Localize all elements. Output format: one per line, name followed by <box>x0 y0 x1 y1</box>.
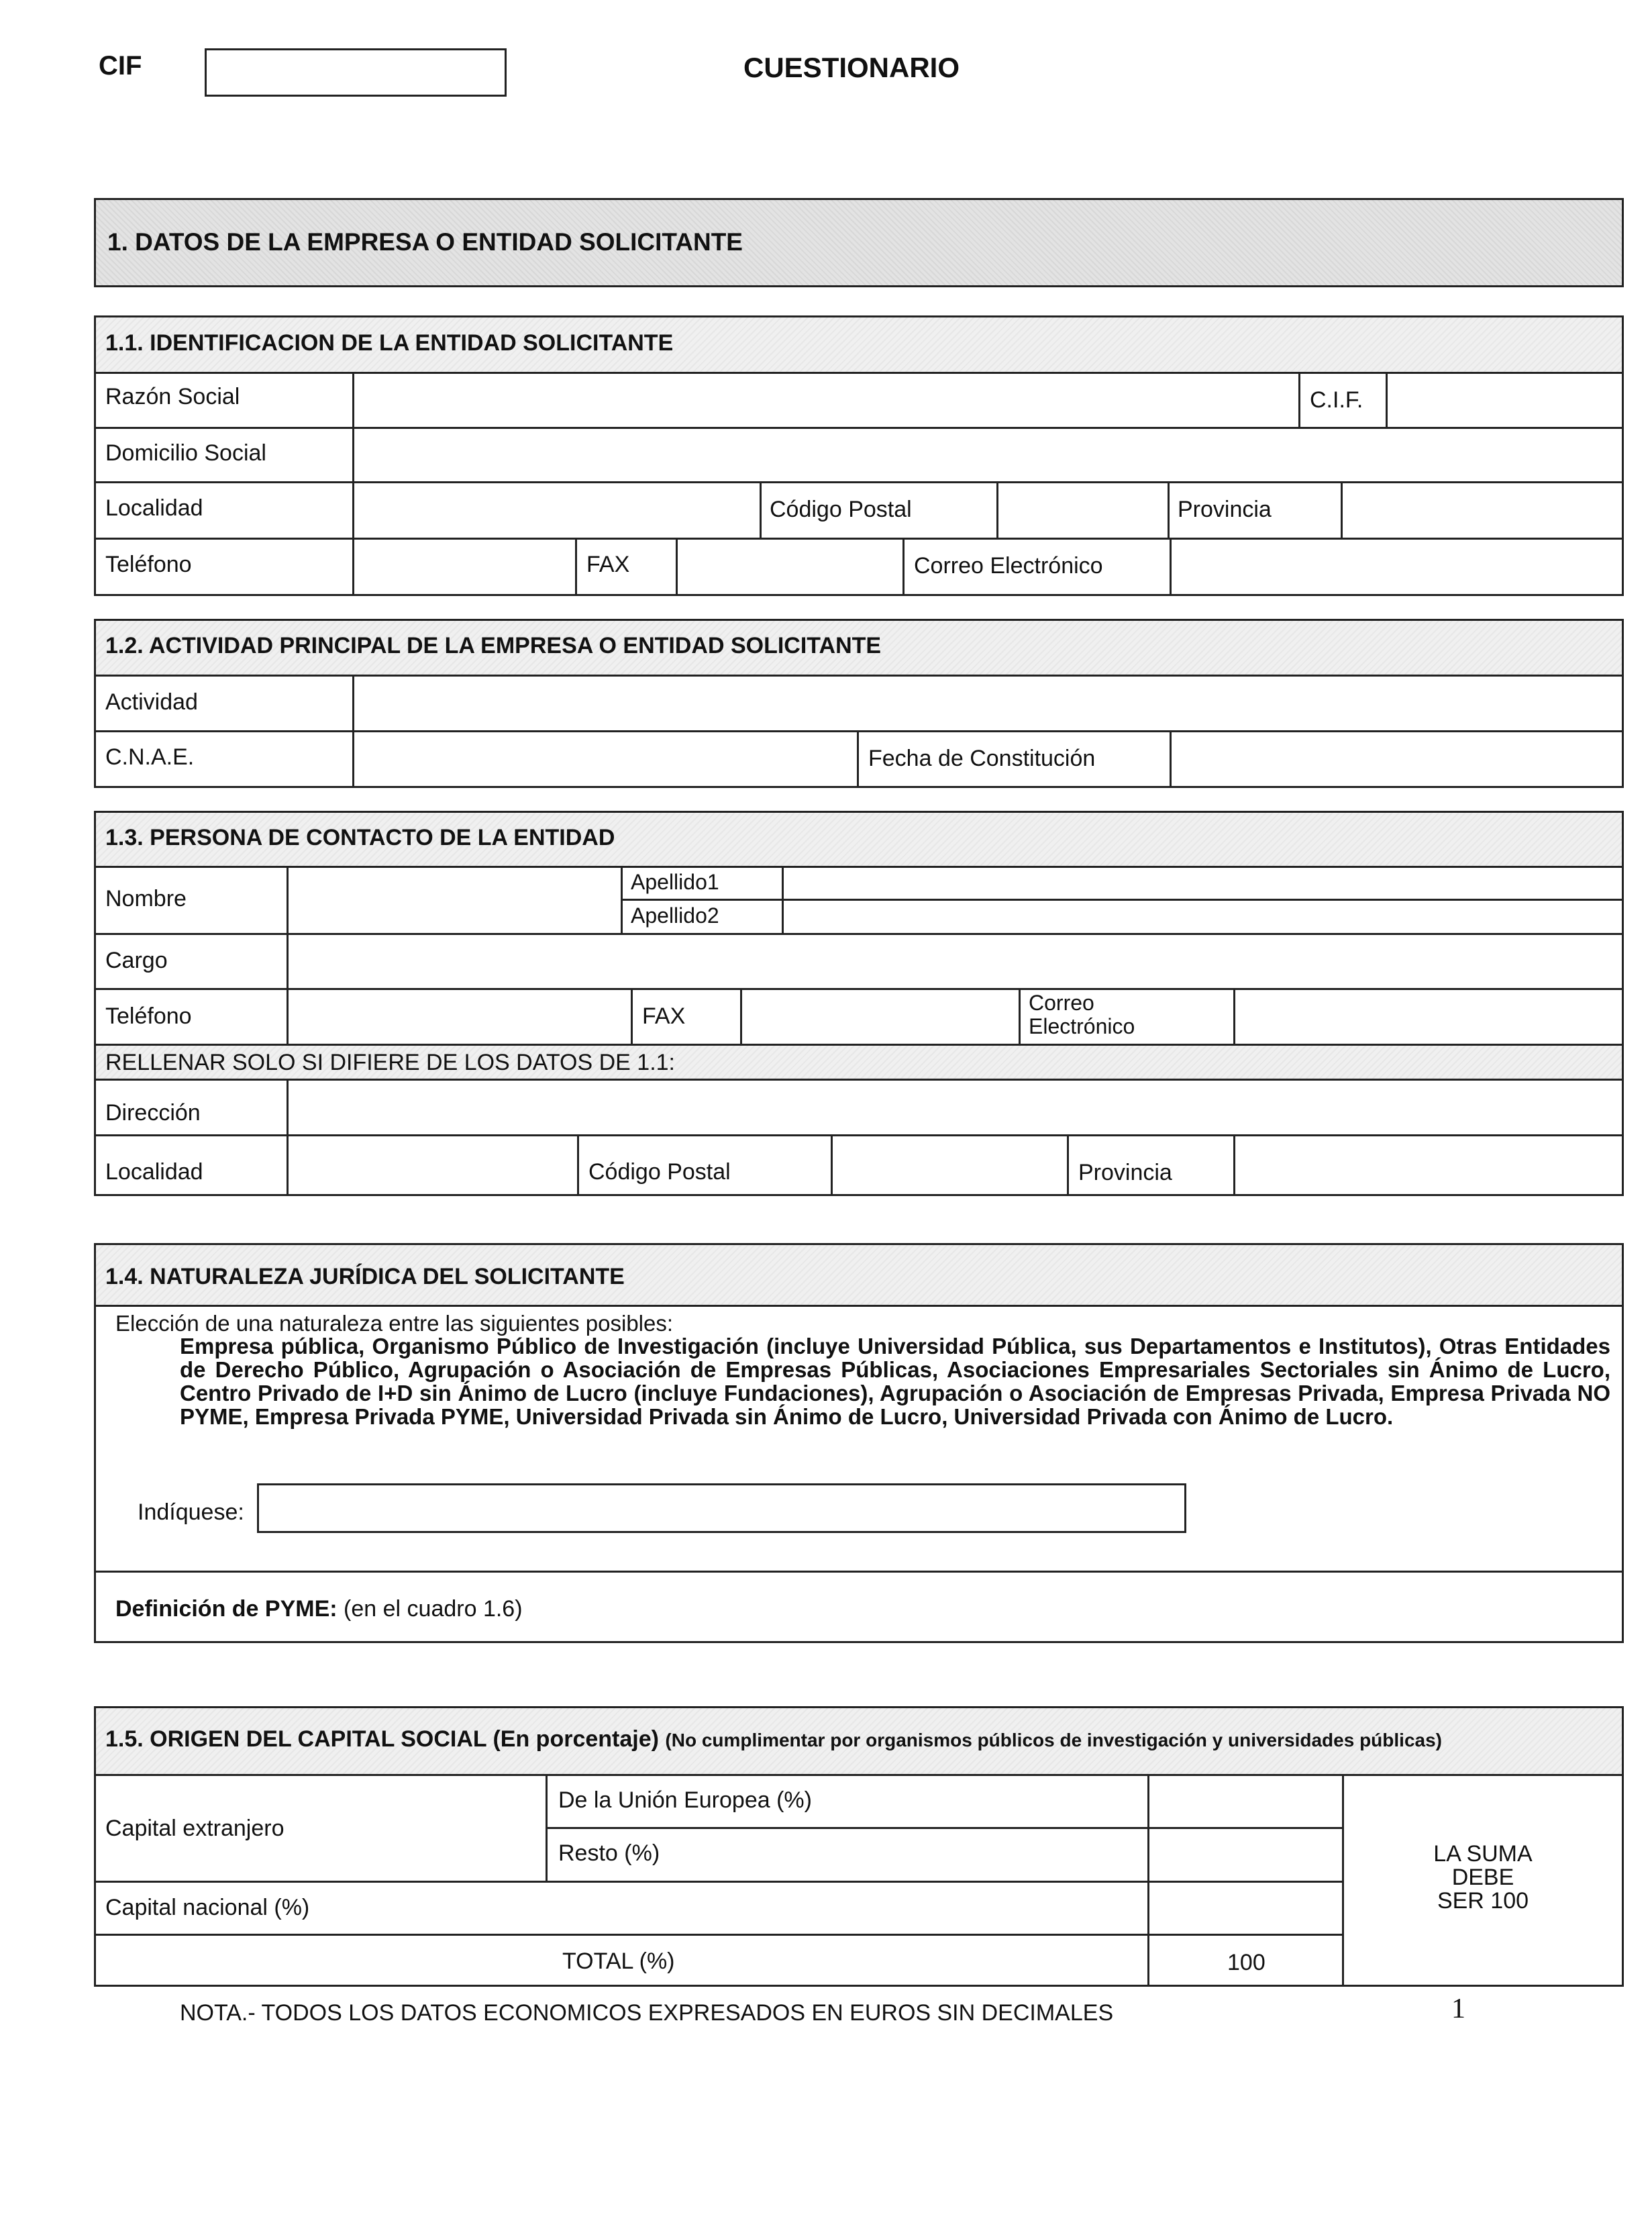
contacto-telefono-label: Teléfono <box>105 1003 192 1029</box>
suma-note-line1: LA SUMA <box>1433 1841 1533 1867</box>
resto-field[interactable] <box>1151 1830 1339 1879</box>
contacto-correo-field[interactable] <box>1237 991 1620 1041</box>
fax-label: FAX <box>586 552 630 577</box>
suma-note <box>1344 1842 1622 1913</box>
total-value: 100 <box>1227 1950 1266 1975</box>
apellido1-field[interactable] <box>785 869 1620 897</box>
razon-social-label: Razón Social <box>105 384 240 409</box>
pyme-definition <box>115 1597 523 1620</box>
naturaleza-intro: Elección de una naturaleza entre las siguientes posibles: <box>115 1311 674 1336</box>
actividad-label: Actividad <box>105 689 198 715</box>
cif-label: CIF <box>99 51 142 81</box>
pyme-definition-ref: (en el cuadro 1.6) <box>337 1596 523 1622</box>
cif-field[interactable] <box>1389 375 1620 424</box>
contacto-localidad-field[interactable] <box>290 1137 574 1193</box>
nombre-field[interactable] <box>290 869 618 930</box>
codigo-postal-label: Código Postal <box>770 497 912 522</box>
telefono-label: Teléfono <box>105 552 192 577</box>
union-europea-label: De la Unión Europea (%) <box>558 1787 812 1813</box>
contacto-provincia-label: Provincia <box>1078 1160 1172 1185</box>
cargo-label: Cargo <box>105 948 168 973</box>
apellido2-field[interactable] <box>785 902 1620 931</box>
indiquese-label: Indíquese: <box>138 1499 244 1525</box>
localidad-label: Localidad <box>105 495 203 521</box>
contacto-codigo-postal-label: Código Postal <box>588 1159 731 1185</box>
contacto-fax-label: FAX <box>642 1003 686 1029</box>
union-europea-field[interactable] <box>1151 1777 1339 1825</box>
page-number: 1 <box>1451 1993 1465 2024</box>
section-1-3-title: 1.3. PERSONA DE CONTACTO DE LA ENTIDAD <box>105 825 615 850</box>
capital-nacional-field[interactable] <box>1151 1883 1339 1932</box>
direccion-label: Dirección <box>105 1100 201 1126</box>
capital-extranjero-label: Capital extranjero <box>105 1816 285 1841</box>
section-1-5-title <box>105 1728 1442 1750</box>
section-1-2-title: 1.2. ACTIVIDAD PRINCIPAL DE LA EMPRESA O ENTIDAD SOLICITANTE <box>105 633 882 658</box>
suma-note-line3: SER 100 <box>1437 1888 1529 1914</box>
telefono-field[interactable] <box>356 540 572 593</box>
page-title: CUESTIONARIO <box>743 52 960 83</box>
naturaleza-options: Empresa pública, Organismo Público de Investigación (incluye Universidad Pública, sus Departamentos e Institutos), Otras Entidades de Derecho Público, Agrupación o Asociación de Empresas Públicas, Asociaciones Empresariales Sectoriales sin Ánimo de Lucro, Centro Privado de I+D sin Ánimo de Lucro (incluye Fundaciones), Agrupación o Asociación de Empresas Privada, Empresa Privada NO PYME, Empresa Privada PYME, Universidad Privada sin Ánimo de Lucro, Universidad Privada con Ánimo de Lucro. <box>180 1334 1610 1429</box>
contacto-codigo-postal-field[interactable] <box>834 1137 1064 1193</box>
contacto-telefono-field[interactable] <box>290 991 628 1041</box>
section-1-5-subtitle: (No cumplimentar por organismos públicos de investigación y universidades públicas) <box>665 1730 1442 1750</box>
indiquese-input[interactable] <box>257 1483 1186 1533</box>
section-1-4-title: 1.4. NATURALEZA JURÍDICA DEL SOLICITANTE <box>105 1264 625 1289</box>
cnae-label: C.N.A.E. <box>105 744 195 770</box>
total-label: TOTAL (%) <box>562 1948 675 1974</box>
provincia-label: Provincia <box>1178 497 1272 522</box>
capital-nacional-label: Capital nacional (%) <box>105 1895 310 1920</box>
direccion-field[interactable] <box>290 1081 1620 1132</box>
correo-electronico-field[interactable] <box>1173 540 1620 593</box>
apellido2-label: Apellido2 <box>631 903 719 928</box>
cargo-field[interactable] <box>290 936 1620 985</box>
contacto-fax-field[interactable] <box>743 991 1016 1041</box>
localidad-field[interactable] <box>356 484 757 535</box>
resto-label: Resto (%) <box>558 1840 660 1866</box>
section-1-title: 1. DATOS DE LA EMPRESA O ENTIDAD SOLICITANTE <box>107 228 743 256</box>
section-1-1-title: 1.1. IDENTIFICACION DE LA ENTIDAD SOLICITANTE <box>105 330 674 356</box>
domicilio-social-label: Domicilio Social <box>105 440 266 466</box>
provincia-field[interactable] <box>1344 484 1620 535</box>
footer-note: NOTA.- TODOS LOS DATOS ECONOMICOS EXPRESADOS EN EUROS SIN DECIMALES <box>180 2000 1114 2026</box>
rellenar-note: RELLENAR SOLO SI DIFIERE DE LOS DATOS DE 1.1: <box>105 1050 676 1075</box>
contacto-localidad-label: Localidad <box>105 1159 203 1185</box>
pyme-definition-label: Definición de PYME: <box>115 1596 338 1622</box>
nombre-label: Nombre <box>105 886 187 911</box>
suma-note-line2: DEBE <box>1451 1865 1514 1890</box>
fecha-constitucion-label: Fecha de Constitución <box>868 746 1096 771</box>
domicilio-social-field[interactable] <box>356 430 1620 479</box>
apellido1-label: Apellido1 <box>631 870 719 894</box>
razon-social-field[interactable] <box>356 375 1295 424</box>
contacto-provincia-field[interactable] <box>1237 1137 1620 1193</box>
actividad-field[interactable] <box>356 677 1620 728</box>
correo-electronico-label: Correo Electrónico <box>914 553 1103 579</box>
contacto-correo-label-line1: Correo <box>1029 991 1094 1015</box>
section-1-5-title-main: 1.5. ORIGEN DEL CAPITAL SOCIAL (En porcentaje) <box>105 1726 659 1752</box>
fax-field[interactable] <box>679 540 900 593</box>
cif-field-label: C.I.F. <box>1310 387 1363 413</box>
cnae-field[interactable] <box>356 733 854 785</box>
fecha-constitucion-field[interactable] <box>1173 733 1620 785</box>
cif-input[interactable] <box>205 48 507 97</box>
codigo-postal-field[interactable] <box>1000 484 1165 535</box>
contacto-correo-label-line2: Electrónico <box>1029 1014 1135 1038</box>
